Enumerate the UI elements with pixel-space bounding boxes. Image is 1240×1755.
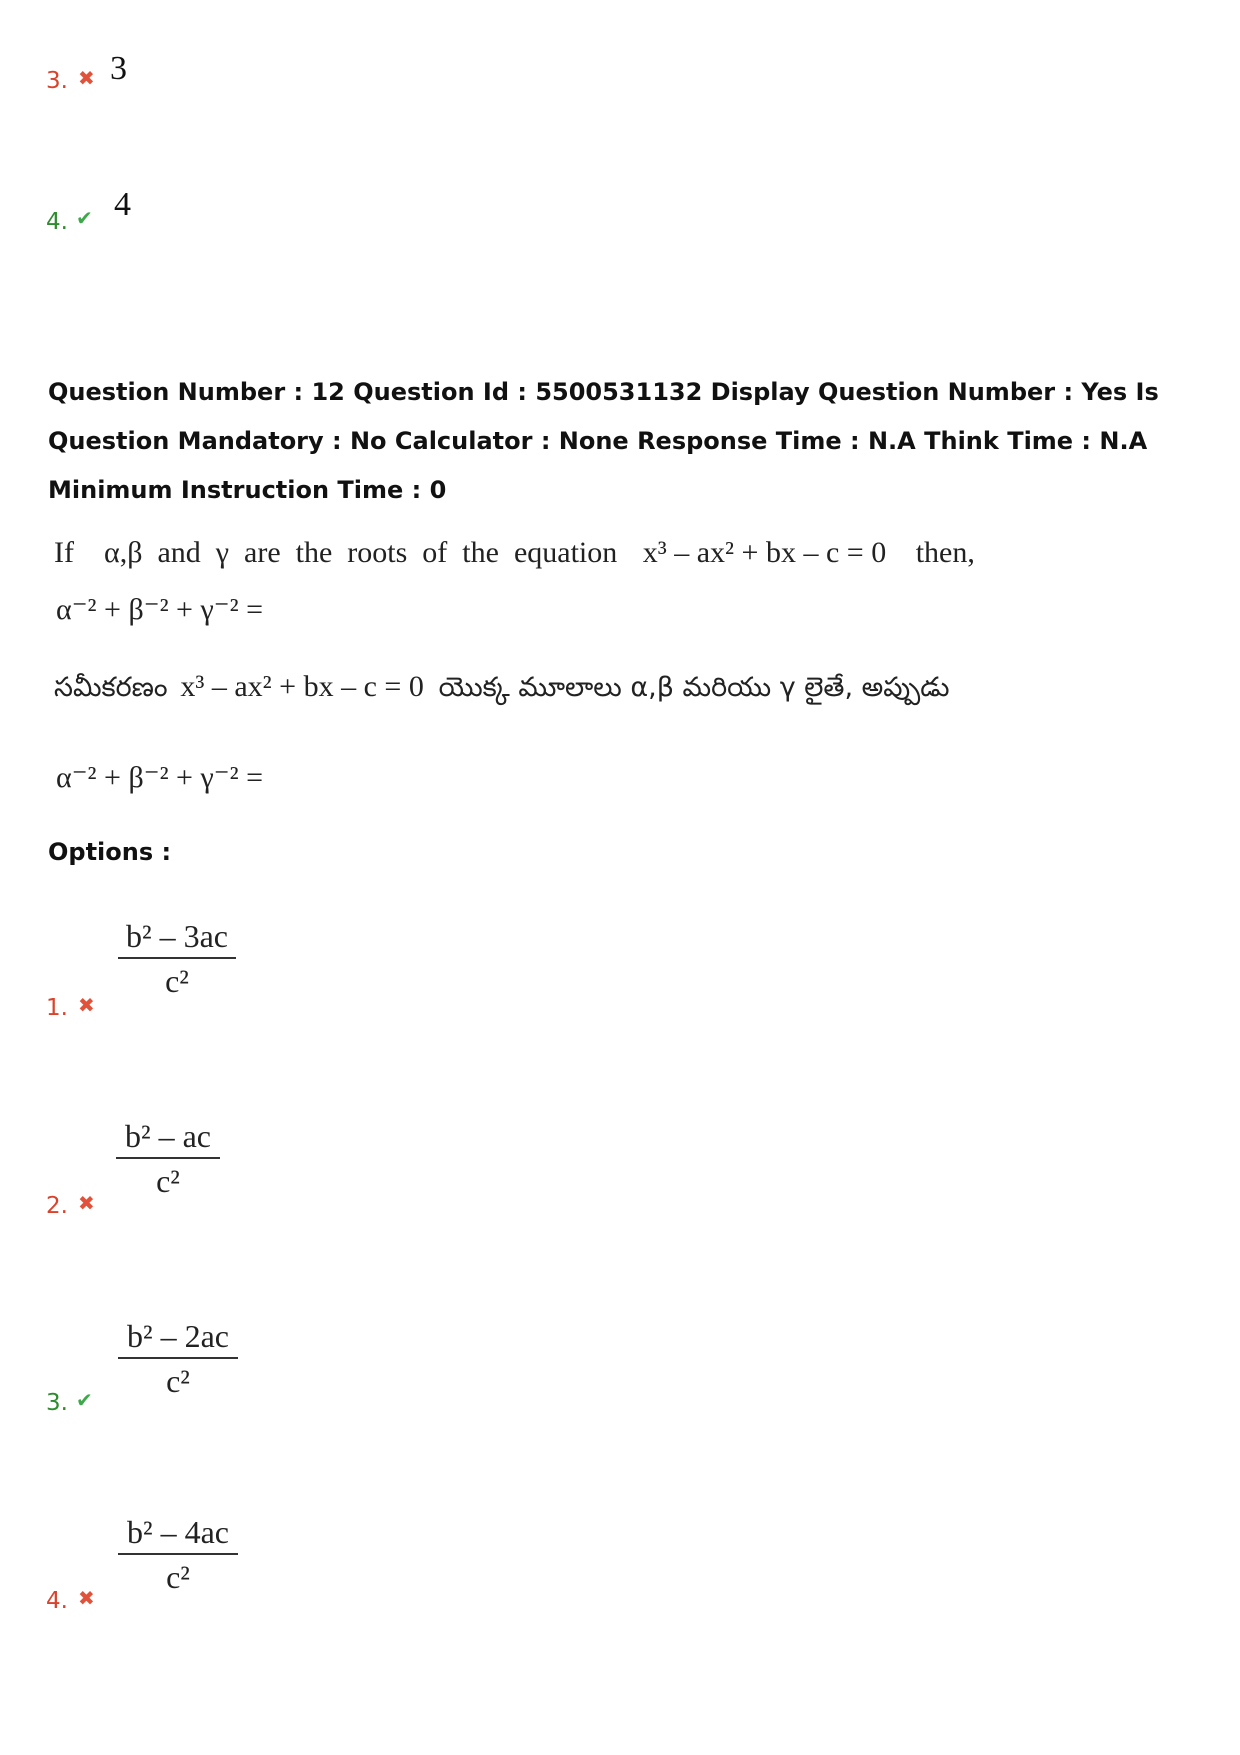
option-4-numerator: b² – 4ac — [127, 1514, 229, 1550]
prev-option-4-number: 4. — [46, 209, 68, 235]
prev-option-3-number: 3. — [46, 68, 68, 94]
option-3-fraction — [118, 1318, 238, 1400]
option-2-numerator: b² – ac — [125, 1118, 211, 1154]
question-english-equation: x³ – ax² + bx – c = 0 — [642, 536, 887, 569]
check-icon: ✔ — [76, 206, 93, 230]
options-label: Options : — [48, 838, 172, 866]
question-telugu-equation: x³ – ax² + bx – c = 0 — [180, 670, 424, 703]
question-meta: Question Number : 12 Question Id : 5500531132 Display Question Number : Yes Is Question Mandatory : No Calculator : None Response Time : N.A Think Time : N.A Minimum Instruction Time : 0 — [48, 378, 1159, 504]
question-telugu-prefix: సమీకరణం — [54, 672, 168, 703]
option-1-numerator: b² – 3ac — [126, 918, 228, 954]
cross-icon: ✖ — [78, 1191, 95, 1215]
check-icon: ✔ — [76, 1388, 93, 1412]
option-3-numerator: b² – 2ac — [127, 1318, 229, 1354]
option-4-fraction — [118, 1514, 238, 1596]
option-3-number: 3. — [46, 1390, 68, 1416]
option-2-number: 2. — [46, 1193, 68, 1219]
option-4-denominator: c² — [166, 1559, 190, 1595]
cross-icon: ✖ — [78, 66, 95, 90]
question-telugu — [54, 670, 950, 710]
prev-option-3-value: 3 — [110, 50, 127, 87]
option-2-fraction — [116, 1118, 220, 1200]
option-1-number: 1. — [46, 995, 68, 1021]
question-telugu-expression: α⁻² + β⁻² + γ⁻² = — [56, 761, 263, 794]
question-english-then: then, — [915, 536, 975, 569]
question-english-text: If α,β and γ are the roots of the equation — [54, 536, 618, 569]
option-1-denominator: c² — [165, 963, 189, 999]
option-3-denominator: c² — [166, 1363, 190, 1399]
cross-icon: ✖ — [78, 1586, 95, 1610]
prev-option-4-value: 4 — [114, 186, 131, 223]
option-4-number: 4. — [46, 1588, 68, 1614]
question-telugu-suffix: యొక్క మూలాలు α,β మరియు γ లైతే, అప్పుడు — [438, 672, 950, 703]
option-2-denominator: c² — [156, 1163, 180, 1199]
option-1-fraction — [118, 918, 236, 1000]
question-english-expression: α⁻² + β⁻² + γ⁻² = — [56, 593, 263, 626]
cross-icon: ✖ — [78, 993, 95, 1017]
